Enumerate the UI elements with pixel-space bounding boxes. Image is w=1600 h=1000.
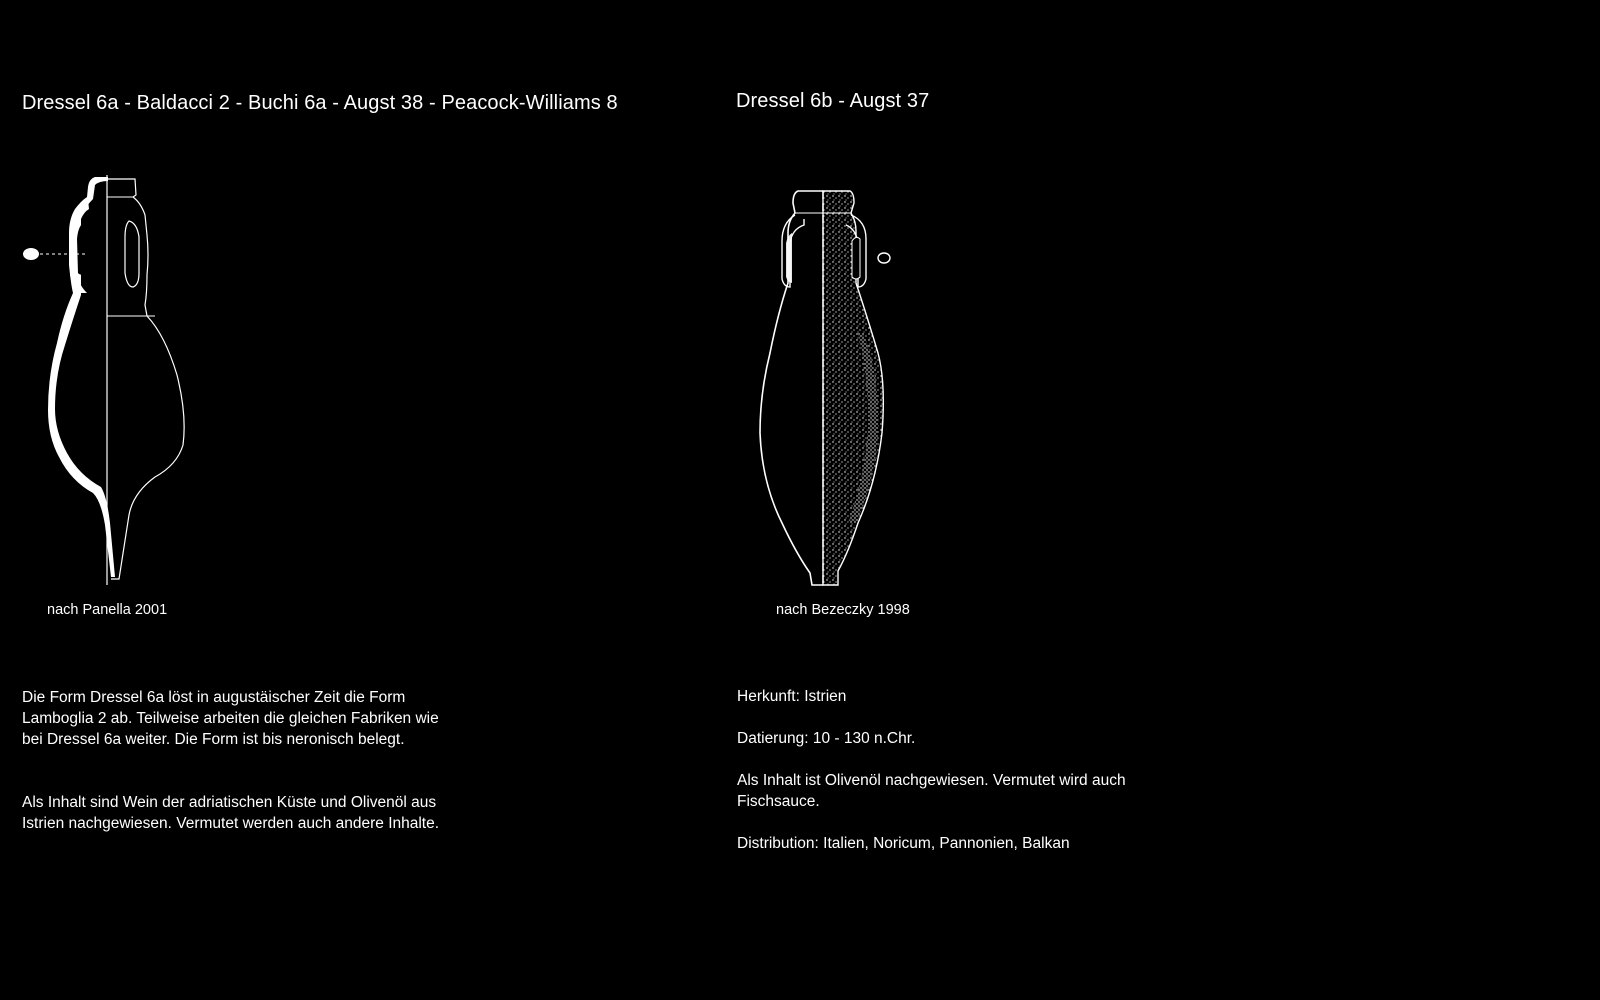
amphora-6b-dating: Datierung: 10 - 130 n.Chr. xyxy=(737,730,916,747)
amphora-6a-description: Die Form Dressel 6a löst in augustäischer Zeit die Form Lamboglia 2 ab. Teilweise arbeiten die gleichen Fabriken wie bei Dressel 6a weiter. Die Form ist bis neronisch belegt. xyxy=(22,689,439,748)
amphora-6a-title: Dressel 6a - Baldacci 2 - Buchi 6a - Augst 38 - Peacock-Williams 8 xyxy=(22,92,618,114)
amphora-6a-drawing xyxy=(15,175,215,595)
amphora-6b-title: Dressel 6b - Augst 37 xyxy=(736,90,930,112)
amphora-6a-content: Als Inhalt sind Wein der adriatischen Küste und Olivenöl aus Istrien nachgewiesen. Vermutet werden auch andere Inhalte. xyxy=(22,794,440,832)
amphora-6b-caption: nach Bezeczky 1998 xyxy=(776,602,910,618)
amphora-6b-drawing xyxy=(748,183,928,603)
amphora-6a-caption: nach Panella 2001 xyxy=(47,602,168,618)
amphora-6b-content: Als Inhalt ist Olivenöl nachgewiesen. Vermutet wird auch Fischsauce. xyxy=(737,772,1126,810)
handle-section-icon xyxy=(878,253,890,263)
amphora-6b-origin: Herkunft: Istrien xyxy=(737,688,847,705)
amphora-6b-distribution: Distribution: Italien, Noricum, Pannonien, Balkan xyxy=(737,835,1070,852)
handle-section-icon xyxy=(23,248,39,260)
